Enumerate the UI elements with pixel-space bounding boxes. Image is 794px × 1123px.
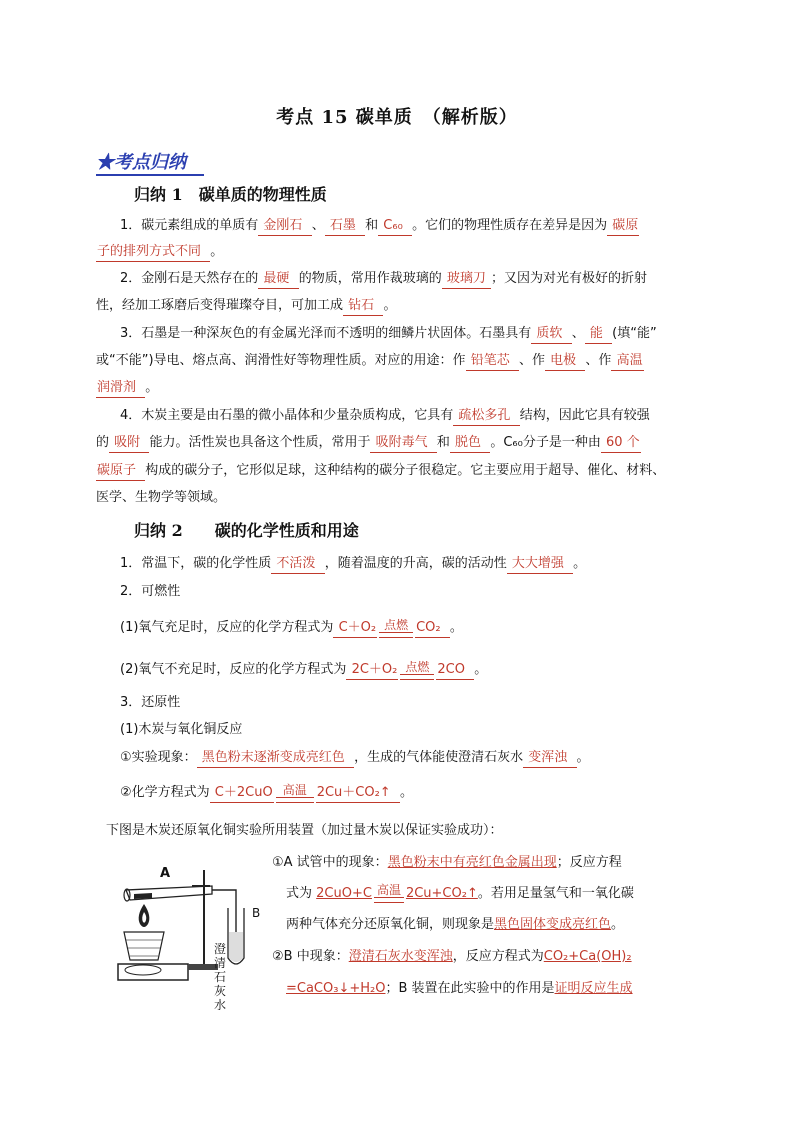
paragraph-2-cont: 性，经加工琢磨后变得璀璨夺目，可加工成 钻石 。 xyxy=(96,297,396,316)
right-line-2: 式为 2CuO+C 高温 2Cu+CO₂↑。若用足量氢气和一氧化碳 xyxy=(286,883,634,901)
equation-sufficient-oxygen: (1)氧气充足时，反应的化学方程式为 C＋O₂ 点燃 CO₂ 。 xyxy=(120,619,463,638)
heading-summary-2: 归纳 2 碳的化学性质和用途 xyxy=(134,521,359,540)
label-limewater: 澄清石灰水 xyxy=(214,942,227,1012)
right-line-3: 两种气体充分还原氧化铜，则现象是黑色固体变成亮红色。 xyxy=(286,917,625,932)
label-b: B xyxy=(252,906,261,920)
paragraph-4-cont: 的 吸附 能力。活性炭也具备这个性质，常用于 吸附毒气 和 脱色 。C₆₀分子是一种由 60 个 xyxy=(96,434,641,453)
line-phenomenon: ①实验现象： 黑色粉末逐渐变成亮红色 ，生成的气体能使澄清石灰水 变浑浊 。 xyxy=(120,749,590,768)
right-line-1: ①A 试管中的现象：黑色粉末中有亮红色金属出现；反应方程 xyxy=(272,855,622,870)
equation-insufficient-oxygen: (2)氧气不充足时，反应的化学方程式为 2C＋O₂ 点燃 2CO 。 xyxy=(120,661,487,680)
right-line-4: ②B 中现象：澄清石灰水变浑浊，反应方程式为CO₂+Ca(OH)₂ xyxy=(272,949,632,964)
paragraph-4-cont3: 医学、生物学等领域。 xyxy=(96,490,227,505)
paragraph-1-cont: 子的排列方式不同 。 xyxy=(96,243,223,262)
section-banner: ★考点归纳 xyxy=(96,152,186,173)
paragraph-1: 1．碳元素组成的单质有 金刚石 、 石墨 和 C₆₀ 。它们的物理性质存在差异是因为 碳原 xyxy=(120,217,639,236)
line-stability: 1．常温下，碳的化学性质 不活泼 ，随着温度的升高，碳的活动性 大大增强 。 xyxy=(120,555,586,574)
page-title: 考点 15 碳单质 （解析版） xyxy=(276,107,518,128)
heading-summary-1: 归纳 1 碳单质的物理性质 xyxy=(134,185,327,204)
figure-intro: 下图是木炭还原氧化铜实验所用装置（加过量木炭以保证实验成功）： xyxy=(106,823,503,838)
paragraph-2: 2．金刚石是天然存在的 最硬 的物质，常用作裁玻璃的 玻璃刀 ；又因为对光有极好的折射 xyxy=(120,270,647,289)
paragraph-3-cont2: 润滑剂 。 xyxy=(96,379,158,398)
line-combustibility: 2．可燃性 xyxy=(120,584,181,599)
banner-underline xyxy=(96,174,204,176)
apparatus-figure xyxy=(112,860,262,1010)
equation-copper-oxide: ②化学方程式为 C＋2CuO 高温 2Cu＋CO₂↑ 。 xyxy=(120,784,413,803)
paragraph-3: 3．石墨是一种深灰色的有金属光泽而不透明的细鳞片状固体。石墨具有 质软 、 能 (填“能” xyxy=(120,325,657,344)
right-line-5: =CaCO₃↓+H₂O；B 装置在此实验中的作用是证明反应生成 xyxy=(286,981,633,996)
paragraph-3-cont: 或“不能”)导电、熔点高、润滑性好等物理性质。对应的用途：作 铅笔芯 、作 电极 、作 高温 xyxy=(96,352,644,371)
line-charcoal-copper-oxide: (1)木炭与氧化铜反应 xyxy=(120,722,243,737)
label-a: A xyxy=(160,866,171,881)
paragraph-4-cont2: 碳原子 构成的碳分子，它形似足球，这种结构的碳分子很稳定。它主要应用于超导、催化、材料、 xyxy=(96,462,665,481)
line-reducibility: 3．还原性 xyxy=(120,695,181,710)
paragraph-4: 4．木炭主要是由石墨的微小晶体和少量杂质构成，它具有 疏松多孔 结构，因此它具有较强 xyxy=(120,407,650,426)
